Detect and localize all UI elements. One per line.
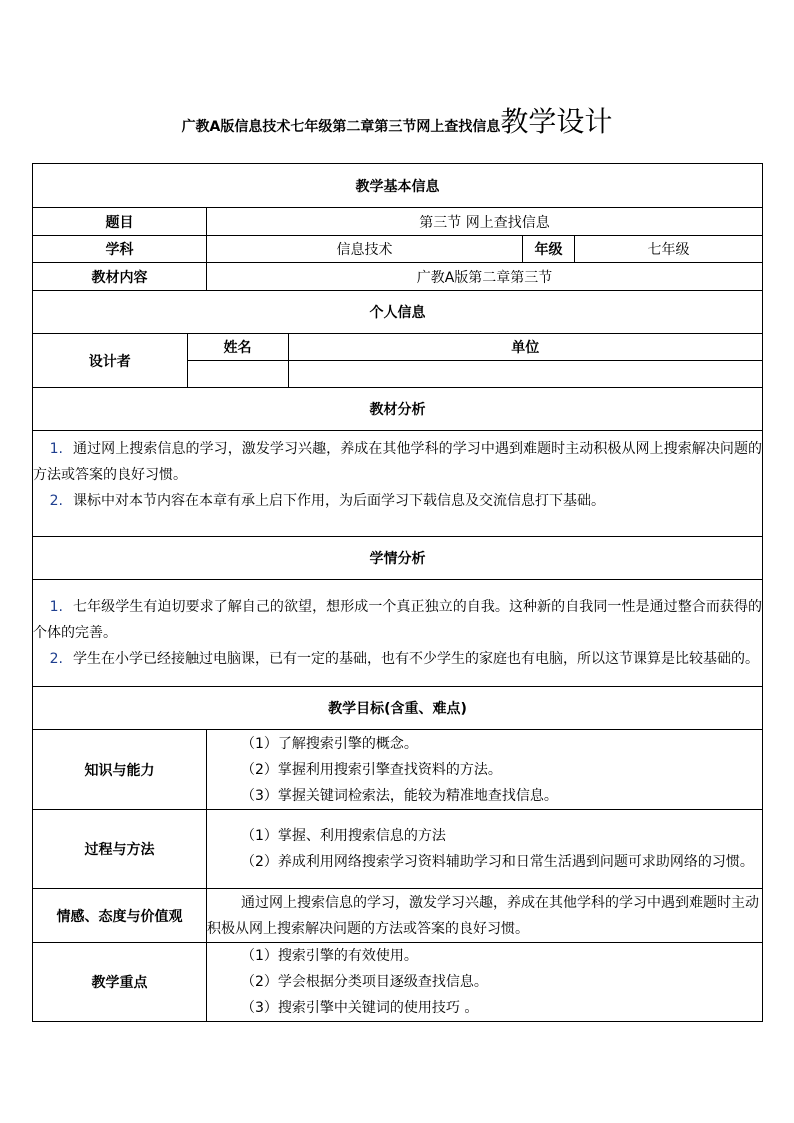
knowledge-item: （2）掌握利用搜索引擎查找资料的方法。 <box>241 761 502 778</box>
subject-value: 信息技术 <box>207 236 523 263</box>
student-analysis-body <box>33 580 763 687</box>
basic-info-header: 教学基本信息 <box>33 164 763 208</box>
emotion-label: 情感、态度与价值观 <box>33 889 207 943</box>
item-text: 七年级学生有迫切要求了解自己的欲望，想形成一个真正独立的自我。这种新的自我同一性是通过整合而获得的个体的完善。 <box>33 599 763 641</box>
material-analysis-header: 教材分析 <box>33 388 763 431</box>
emotion-content <box>207 889 763 943</box>
item-text: 课标中对本节内容在本章有承上启下作用，为后面学习下载信息及交流信息打下基础。 <box>73 493 605 509</box>
student-analysis-item <box>33 594 762 646</box>
item-number: 1. <box>49 599 63 615</box>
grade-value: 七年级 <box>575 236 763 263</box>
process-item: （2）养成利用网络搜索学习资料辅助学习和日常生活遇到问题可求助网络的习惯。 <box>241 854 754 870</box>
keypoints-label: 教学重点 <box>33 943 207 1022</box>
topic-label: 题目 <box>33 208 207 236</box>
process-item: （1）掌握、利用搜索信息的方法 <box>241 828 446 844</box>
designer-table <box>33 334 762 387</box>
document-title-prefix: 广教A版信息技术七年级第二章第三节网上查找信息 <box>181 119 501 135</box>
knowledge-item: （3）掌握关键词检索法，能较为精准地查找信息。 <box>241 787 558 804</box>
name-value <box>187 360 288 387</box>
knowledge-item: （1）了解搜索引擎的概念。 <box>241 735 418 752</box>
material-value: 广教A版第二章第三节 <box>207 263 763 291</box>
material-label: 教材内容 <box>33 263 207 291</box>
item-number: 1. <box>49 441 63 457</box>
objectives-header: 教学目标(含重、难点) <box>33 687 763 730</box>
unit-value <box>288 360 762 387</box>
material-analysis-item <box>33 488 762 514</box>
designer-label: 设计者 <box>88 353 131 370</box>
item-number: 2. <box>49 651 63 667</box>
document-title-suffix: 教学设计 <box>500 105 613 138</box>
keypoint-item: （3）搜索引擎中关键词的使用技巧 。 <box>241 1000 479 1016</box>
document-title <box>0 100 794 140</box>
topic-value: 第三节 网上查找信息 <box>207 208 763 236</box>
lesson-plan-table <box>32 163 763 1022</box>
process-label: 过程与方法 <box>33 810 207 889</box>
material-analysis-item <box>33 436 762 488</box>
personal-info-header: 个人信息 <box>33 291 763 334</box>
material-analysis-body <box>33 431 763 537</box>
item-number: 2. <box>49 493 63 509</box>
item-text: 学生在小学已经接触过电脑课，已有一定的基础，也有不少学生的家庭也有电脑，所以这节课算是比较基础的。 <box>73 651 759 667</box>
knowledge-content <box>207 730 763 810</box>
unit-label: 单位 <box>288 334 762 360</box>
knowledge-label: 知识与能力 <box>33 730 207 810</box>
item-text: 通过网上搜索信息的学习，激发学习兴趣，养成在其他学科的学习中遇到难题时主动积极从网上搜索解决问题的方法或答案的良好习惯。 <box>33 441 763 483</box>
student-analysis-item <box>33 646 762 672</box>
keypoint-item: （2）学会根据分类项目逐级查找信息。 <box>241 974 488 990</box>
student-analysis-header: 学情分析 <box>33 537 763 580</box>
keypoint-item: （1）搜索引擎的有效使用。 <box>241 948 418 964</box>
grade-label: 年级 <box>523 236 575 263</box>
subject-label: 学科 <box>33 236 207 263</box>
keypoints-content <box>207 943 763 1022</box>
name-label: 姓名 <box>187 334 288 360</box>
emotion-text: 通过网上搜索信息的学习，激发学习兴趣，养成在其他学科的学习中遇到难题时主动积极从网上搜索解决问题的方法或答案的良好习惯。 <box>207 894 759 937</box>
process-content <box>207 810 763 889</box>
